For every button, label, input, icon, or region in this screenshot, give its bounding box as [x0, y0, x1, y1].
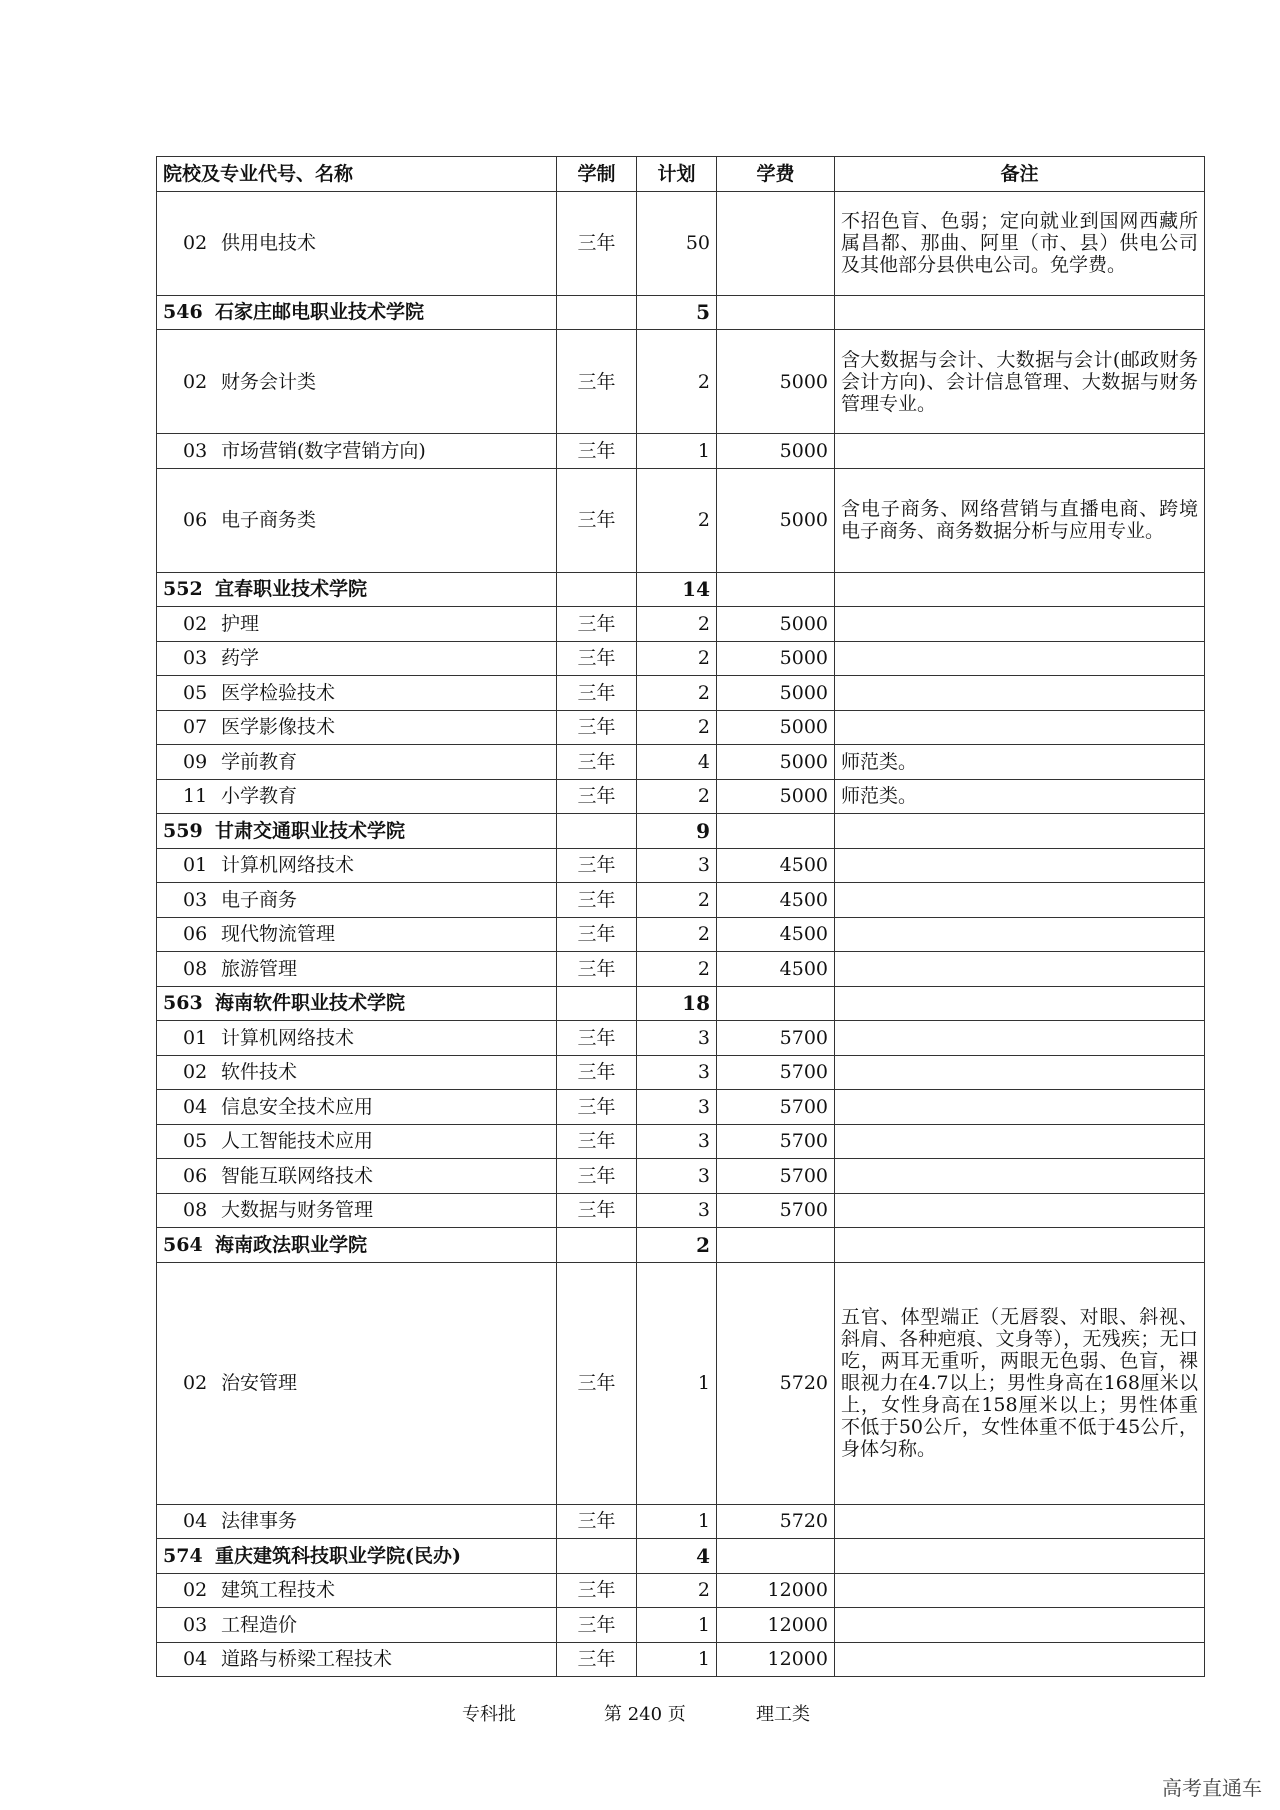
- major-code: 04: [183, 1510, 208, 1533]
- major-name-cell: [157, 1055, 557, 1090]
- school-row: [157, 572, 1205, 607]
- xuezhi-cell: 三年: [557, 1193, 637, 1228]
- xuezhi-cell: 三年: [557, 607, 637, 642]
- major-name-cell: [157, 330, 557, 434]
- major-code: 04: [183, 1095, 208, 1118]
- header-xuefei: 学费: [717, 157, 835, 192]
- school-row: [157, 814, 1205, 849]
- footer-batch: 专科批: [462, 1704, 516, 1725]
- xuefei-cell: 5000: [717, 607, 835, 642]
- xuezhi-cell: [557, 295, 637, 330]
- major-row: [157, 1193, 1205, 1228]
- major-name: 信息安全技术应用: [221, 1095, 374, 1118]
- beizhu-cell: 五官、体型端正（无唇裂、对眼、斜视、斜肩、各种疤痕、文身等），无残疾；无口吃，两耳无重听，两眼无色弱、色盲，裸眼视力在4.7以上；男性身高在168厘米以上，女性身高在158厘米以上；男性体重不低于50公斤，女性体重不低于45公斤，身体匀称。: [835, 1262, 1205, 1504]
- xuefei-cell: 5000: [717, 434, 835, 469]
- xuefei-cell: 5700: [717, 1055, 835, 1090]
- major-code: 02: [183, 232, 208, 254]
- xuezhi-cell: 三年: [557, 1573, 637, 1608]
- xuefei-cell: [717, 986, 835, 1021]
- major-code: 05: [183, 681, 208, 704]
- header-name: 院校及专业代号、名称: [157, 157, 557, 192]
- xuezhi-cell: 三年: [557, 1090, 637, 1125]
- major-row: [157, 607, 1205, 642]
- xuezhi-cell: 三年: [557, 434, 637, 469]
- page-footer: [0, 1700, 1280, 1724]
- major-name-cell: [157, 952, 557, 987]
- xuefei-cell: [717, 295, 835, 330]
- xuefei-cell: 5720: [717, 1504, 835, 1539]
- beizhu-cell: [835, 1159, 1205, 1194]
- xuezhi-cell: 三年: [557, 710, 637, 745]
- major-name: 法律事务: [221, 1510, 298, 1533]
- major-code: 02: [183, 370, 208, 393]
- major-name-cell: [157, 1573, 557, 1608]
- xuefei-cell: [717, 572, 835, 607]
- jihua-cell: 1: [637, 1504, 717, 1539]
- major-name: 大数据与财务管理: [221, 1199, 374, 1222]
- major-name: 智能互联网络技术: [221, 1164, 374, 1187]
- jihua-cell: 3: [637, 848, 717, 883]
- xuefei-cell: 5700: [717, 1159, 835, 1194]
- table-body: [157, 191, 1205, 1677]
- xuefei-cell: 5000: [717, 468, 835, 572]
- xuezhi-cell: 三年: [557, 848, 637, 883]
- xuezhi-cell: 三年: [557, 330, 637, 434]
- jihua-cell: 2: [637, 1573, 717, 1608]
- jihua-cell: 2: [637, 779, 717, 814]
- xuefei-cell: 5000: [717, 745, 835, 780]
- major-name: 小学教育: [221, 785, 298, 808]
- major-name-cell: [157, 745, 557, 780]
- major-code: 02: [183, 1061, 208, 1084]
- jihua-cell: 3: [637, 1124, 717, 1159]
- beizhu-cell: [835, 295, 1205, 330]
- jihua-cell: 2: [637, 917, 717, 952]
- major-row: [157, 1608, 1205, 1643]
- jihua-cell: 2: [637, 1228, 717, 1263]
- xuefei-cell: [717, 191, 835, 295]
- beizhu-cell: [835, 814, 1205, 849]
- xuezhi-cell: [557, 1539, 637, 1574]
- beizhu-cell: [835, 1021, 1205, 1056]
- major-name-cell: [157, 468, 557, 572]
- major-name-cell: [157, 1090, 557, 1125]
- xuefei-cell: 5000: [717, 641, 835, 676]
- xuefei-cell: [717, 1539, 835, 1574]
- school-name-cell: [157, 814, 557, 849]
- major-code: 09: [183, 750, 208, 773]
- major-code: 03: [183, 647, 208, 670]
- jihua-cell: 2: [637, 641, 717, 676]
- jihua-cell: 5: [637, 295, 717, 330]
- major-name-cell: [157, 1159, 557, 1194]
- major-name: 软件技术: [221, 1061, 298, 1084]
- beizhu-cell: [835, 1642, 1205, 1677]
- school-row: [157, 295, 1205, 330]
- major-name: 计算机网络技术: [221, 1026, 355, 1049]
- jihua-cell: 2: [637, 607, 717, 642]
- major-name-cell: [157, 1193, 557, 1228]
- beizhu-cell: 师范类。: [835, 779, 1205, 814]
- xuezhi-cell: 三年: [557, 676, 637, 711]
- footer-category: 理工类: [756, 1704, 810, 1725]
- jihua-cell: 3: [637, 1159, 717, 1194]
- major-name: 电子商务类: [221, 509, 317, 531]
- xuefei-cell: 5000: [717, 779, 835, 814]
- beizhu-cell: [835, 1539, 1205, 1574]
- major-name-cell: [157, 917, 557, 952]
- school-name-cell: [157, 986, 557, 1021]
- major-name: 旅游管理: [221, 957, 298, 980]
- beizhu-cell: [835, 572, 1205, 607]
- major-name: 学前教育: [221, 750, 298, 773]
- major-row: [157, 434, 1205, 469]
- major-name: 人工智能技术应用: [221, 1130, 374, 1153]
- xuefei-cell: 5720: [717, 1262, 835, 1504]
- major-name-cell: [157, 191, 557, 295]
- table-header-row: [157, 157, 1205, 192]
- header-xuezhi: 学制: [557, 157, 637, 192]
- major-row: [157, 641, 1205, 676]
- major-name: 护理: [221, 612, 260, 635]
- beizhu-cell: [835, 1090, 1205, 1125]
- major-row: [157, 1090, 1205, 1125]
- xuefei-cell: 12000: [717, 1608, 835, 1643]
- major-name: 供用电技术: [221, 232, 317, 254]
- beizhu-cell: [835, 1228, 1205, 1263]
- school-code: 552: [163, 578, 203, 601]
- school-code: 564: [163, 1233, 203, 1256]
- school-row: [157, 986, 1205, 1021]
- school-name-cell: [157, 295, 557, 330]
- school-code: 559: [163, 819, 203, 842]
- school-name: 海南软件职业技术学院: [215, 992, 406, 1015]
- school-code: 574: [163, 1544, 203, 1567]
- major-row: [157, 952, 1205, 987]
- xuefei-cell: 4500: [717, 848, 835, 883]
- major-code: 01: [183, 1026, 208, 1049]
- major-name-cell: [157, 1608, 557, 1643]
- major-row: [157, 1021, 1205, 1056]
- major-name-cell: [157, 883, 557, 918]
- major-code: 06: [183, 1164, 208, 1187]
- major-name: 道路与桥梁工程技术: [221, 1648, 393, 1671]
- major-name-cell: [157, 1021, 557, 1056]
- major-row: [157, 676, 1205, 711]
- beizhu-cell: 含大数据与会计、大数据与会计(邮政财务会计方向)、会计信息管理、大数据与财务管理专业。: [835, 330, 1205, 434]
- jihua-cell: 3: [637, 1090, 717, 1125]
- xuefei-cell: 5700: [717, 1090, 835, 1125]
- major-code: 03: [183, 888, 208, 911]
- school-code: 546: [163, 301, 203, 324]
- beizhu-cell: [835, 986, 1205, 1021]
- beizhu-cell: [835, 1193, 1205, 1228]
- school-name-cell: [157, 572, 557, 607]
- beizhu-cell: [835, 952, 1205, 987]
- major-code: 02: [183, 1372, 208, 1394]
- school-name: 宜春职业技术学院: [215, 578, 368, 601]
- xuezhi-cell: 三年: [557, 1159, 637, 1194]
- major-row: [157, 468, 1205, 572]
- xuefei-cell: 4500: [717, 883, 835, 918]
- xuezhi-cell: 三年: [557, 1642, 637, 1677]
- enrollment-plan-table: [156, 156, 1205, 1677]
- school-row: [157, 1539, 1205, 1574]
- beizhu-cell: [835, 1504, 1205, 1539]
- xuezhi-cell: 三年: [557, 1262, 637, 1504]
- jihua-cell: 50: [637, 191, 717, 295]
- watermark-text: 高考直通车: [1162, 1776, 1262, 1800]
- major-name: 计算机网络技术: [221, 854, 355, 877]
- jihua-cell: 4: [637, 1539, 717, 1574]
- xuezhi-cell: 三年: [557, 1608, 637, 1643]
- beizhu-cell: [835, 434, 1205, 469]
- major-code: 08: [183, 957, 208, 980]
- jihua-cell: 2: [637, 952, 717, 987]
- xuefei-cell: 5700: [717, 1124, 835, 1159]
- beizhu-cell: [835, 1124, 1205, 1159]
- xuezhi-cell: 三年: [557, 952, 637, 987]
- xuefei-cell: [717, 814, 835, 849]
- major-name-cell: [157, 1642, 557, 1677]
- xuezhi-cell: 三年: [557, 779, 637, 814]
- jihua-cell: 3: [637, 1193, 717, 1228]
- major-name: 医学检验技术: [221, 681, 336, 704]
- major-code: 05: [183, 1130, 208, 1153]
- xuezhi-cell: 三年: [557, 468, 637, 572]
- beizhu-cell: [835, 710, 1205, 745]
- jihua-cell: 1: [637, 1608, 717, 1643]
- major-name-cell: [157, 434, 557, 469]
- xuezhi-cell: [557, 572, 637, 607]
- school-name: 海南政法职业学院: [215, 1233, 368, 1256]
- school-name: 重庆建筑科技职业学院(民办): [215, 1544, 461, 1567]
- major-code: 02: [183, 612, 208, 635]
- major-name-cell: [157, 607, 557, 642]
- major-row: [157, 745, 1205, 780]
- xuefei-cell: 5000: [717, 710, 835, 745]
- beizhu-cell: 师范类。: [835, 745, 1205, 780]
- xuezhi-cell: 三年: [557, 883, 637, 918]
- school-code: 563: [163, 992, 203, 1015]
- xuefei-cell: 4500: [717, 917, 835, 952]
- major-code: 06: [183, 923, 208, 946]
- major-name: 现代物流管理: [221, 923, 336, 946]
- beizhu-cell: [835, 848, 1205, 883]
- major-code: 01: [183, 854, 208, 877]
- major-code: 07: [183, 716, 208, 739]
- major-name: 医学影像技术: [221, 716, 336, 739]
- major-name: 治安管理: [221, 1372, 298, 1394]
- major-name: 市场营销(数字营销方向): [221, 439, 426, 462]
- major-row: [157, 1642, 1205, 1677]
- major-code: 03: [183, 1613, 208, 1636]
- major-name: 电子商务: [221, 888, 298, 911]
- beizhu-cell: [835, 1573, 1205, 1608]
- xuezhi-cell: [557, 814, 637, 849]
- major-code: 06: [183, 509, 208, 531]
- beizhu-cell: 含电子商务、网络营销与直播电商、跨境电子商务、商务数据分析与应用专业。: [835, 468, 1205, 572]
- beizhu-cell: [835, 607, 1205, 642]
- header-jihua: 计划: [637, 157, 717, 192]
- major-name-cell: [157, 848, 557, 883]
- major-row: [157, 1055, 1205, 1090]
- jihua-cell: 4: [637, 745, 717, 780]
- major-name-cell: [157, 676, 557, 711]
- major-row: [157, 1124, 1205, 1159]
- xuefei-cell: [717, 1228, 835, 1263]
- major-row: [157, 1504, 1205, 1539]
- beizhu-cell: [835, 883, 1205, 918]
- xuezhi-cell: [557, 986, 637, 1021]
- major-row: [157, 191, 1205, 295]
- jihua-cell: 14: [637, 572, 717, 607]
- jihua-cell: 18: [637, 986, 717, 1021]
- major-row: [157, 330, 1205, 434]
- school-name-cell: [157, 1539, 557, 1574]
- xuezhi-cell: [557, 1228, 637, 1263]
- major-name-cell: [157, 641, 557, 676]
- school-row: [157, 1228, 1205, 1263]
- major-name-cell: [157, 1262, 557, 1504]
- major-row: [157, 1159, 1205, 1194]
- xuezhi-cell: 三年: [557, 745, 637, 780]
- beizhu-cell: [835, 1608, 1205, 1643]
- major-row: [157, 1573, 1205, 1608]
- major-code: 11: [183, 785, 208, 808]
- major-name: 工程造价: [221, 1613, 298, 1636]
- xuefei-cell: 5000: [717, 330, 835, 434]
- xuezhi-cell: 三年: [557, 917, 637, 952]
- major-row: [157, 883, 1205, 918]
- major-name: 药学: [221, 647, 260, 670]
- major-row: [157, 848, 1205, 883]
- beizhu-cell: [835, 641, 1205, 676]
- major-name-cell: [157, 1124, 557, 1159]
- jihua-cell: 1: [637, 1642, 717, 1677]
- xuezhi-cell: 三年: [557, 1021, 637, 1056]
- xuezhi-cell: 三年: [557, 1124, 637, 1159]
- jihua-cell: 9: [637, 814, 717, 849]
- major-name-cell: [157, 1504, 557, 1539]
- jihua-cell: 2: [637, 468, 717, 572]
- xuezhi-cell: 三年: [557, 1504, 637, 1539]
- header-beizhu: 备注: [835, 157, 1205, 192]
- beizhu-cell: 不招色盲、色弱；定向就业到国网西藏所属昌都、那曲、阿里（市、县）供电公司及其他部分县供电公司。免学费。: [835, 191, 1205, 295]
- xuezhi-cell: 三年: [557, 641, 637, 676]
- major-code: 02: [183, 1579, 208, 1602]
- beizhu-cell: [835, 917, 1205, 952]
- major-name: 建筑工程技术: [221, 1579, 336, 1602]
- school-name: 石家庄邮电职业技术学院: [215, 301, 425, 324]
- major-row: [157, 917, 1205, 952]
- xuefei-cell: 5000: [717, 676, 835, 711]
- jihua-cell: 2: [637, 676, 717, 711]
- jihua-cell: 1: [637, 434, 717, 469]
- major-row: [157, 710, 1205, 745]
- jihua-cell: 3: [637, 1055, 717, 1090]
- xuefei-cell: 5700: [717, 1193, 835, 1228]
- jihua-cell: 2: [637, 330, 717, 434]
- xuefei-cell: 12000: [717, 1642, 835, 1677]
- major-code: 04: [183, 1648, 208, 1671]
- beizhu-cell: [835, 1055, 1205, 1090]
- xuezhi-cell: 三年: [557, 1055, 637, 1090]
- major-row: [157, 779, 1205, 814]
- major-name: 财务会计类: [221, 370, 317, 393]
- xuefei-cell: 12000: [717, 1573, 835, 1608]
- xuezhi-cell: 三年: [557, 191, 637, 295]
- xuefei-cell: 4500: [717, 952, 835, 987]
- jihua-cell: 3: [637, 1021, 717, 1056]
- major-code: 08: [183, 1199, 208, 1222]
- major-name-cell: [157, 779, 557, 814]
- xuefei-cell: 5700: [717, 1021, 835, 1056]
- footer-page-number: 第 240 页: [604, 1704, 686, 1725]
- beizhu-cell: [835, 676, 1205, 711]
- major-row: [157, 1262, 1205, 1504]
- jihua-cell: 1: [637, 1262, 717, 1504]
- school-name: 甘肃交通职业技术学院: [215, 819, 406, 842]
- school-name-cell: [157, 1228, 557, 1263]
- major-code: 03: [183, 439, 208, 462]
- jihua-cell: 2: [637, 883, 717, 918]
- major-name-cell: [157, 710, 557, 745]
- jihua-cell: 2: [637, 710, 717, 745]
